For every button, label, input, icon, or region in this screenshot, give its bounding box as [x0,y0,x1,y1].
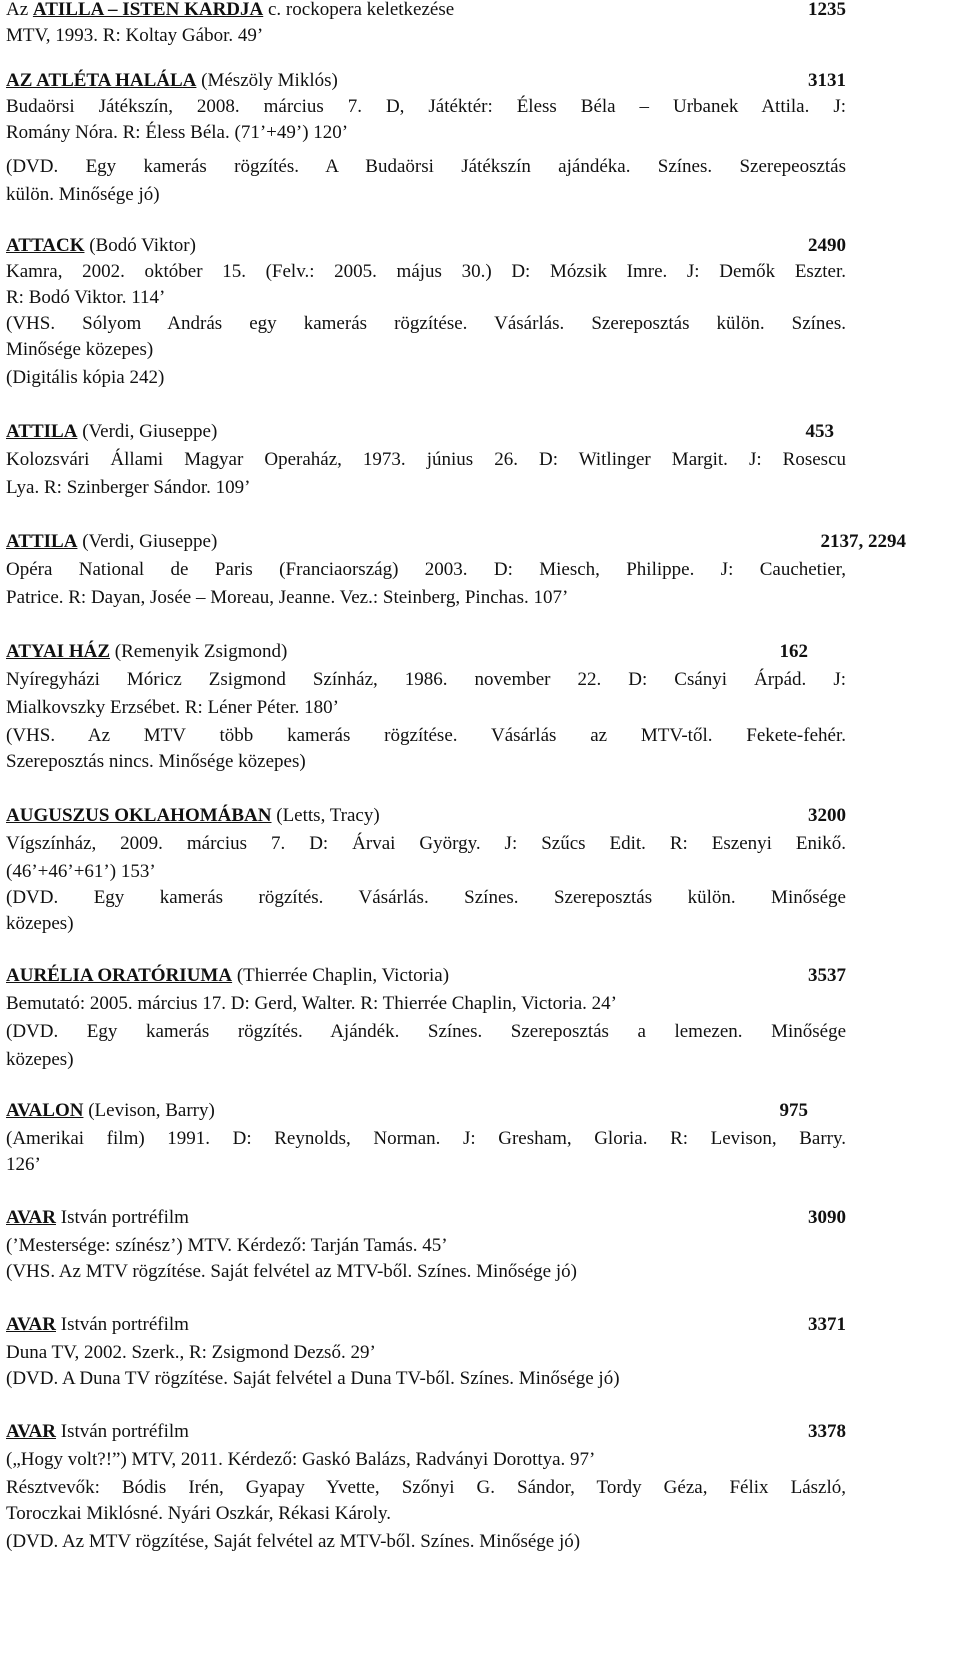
entry-detail-line: („Hogy volt?!”) MTV, 2011. Kérdező: Gaskó Balázs, Radványi Dorottya. 97’ [6,1449,596,1470]
entry-detail-line: (Digitális kópia 242) [6,367,165,388]
entry-detail-line: (DVD. Egy kamerás rögzítés. A Budaörsi Játékszín ajándéka. Színes. Szerepeosztás [6,156,846,177]
entry-author: (Verdi, Giuseppe) [77,421,218,442]
entry-author: (Levison, Barry) [83,1100,215,1121]
entry-detail-line: (VHS. Az MTV több kamerás rögzítése. Vásárlás az MTV-től. Fekete-fehér. [6,725,846,746]
entry-title: AVAR [6,1421,56,1442]
entry-detail-line: (Amerikai film) 1991. D: Reynolds, Norman. J: Gresham, Gloria. R: Levison, Barry. [6,1128,846,1149]
entry-heading [6,232,846,259]
entry-detail-line: R: Bodó Viktor. 114’ [6,287,166,308]
entry-title: ATTACK [6,235,85,256]
entry-detail-line: Patrice. R: Dayan, Josée – Moreau, Jeanne. Vez.: Steinberg, Pinchas. 107’ [6,587,569,608]
entry-heading [6,67,846,94]
catalog-number: 453 [805,421,834,442]
entry-detail-line: Duna TV, 2002. Szerk., R: Zsigmond Dezső. 29’ [6,1342,376,1363]
entry-heading [6,418,846,445]
catalog-number: 3371 [808,1314,846,1335]
entry-detail-line: Szereposztás nincs. Minősége közepes) [6,751,306,772]
entry-title: ATILLA – ISTEN KARDJA [32,0,264,20]
entry-author: István portréfilm [56,1207,189,1228]
entry-detail-line: (DVD. Egy kamerás rögzítés. Ajándék. Színes. Szereposztás a lemezen. Minősége [6,1021,846,1042]
entry-detail-line: Vígszínház, 2009. március 7. D: Árvai György. J: Szűcs Edit. R: Eszenyi Enikő. [6,833,846,854]
entry-title: AVAR [6,1207,56,1228]
entry-author: István portréfilm [56,1421,189,1442]
entry-heading [6,0,846,23]
entry-detail-line: (’Mestersége: színész’) MTV. Kérdező: Tarján Tamás. 45’ [6,1235,448,1256]
entry-author: (Thierrée Chaplin, Victoria) [232,965,450,986]
entry-title: AURÉLIA ORATÓRIUMA [6,965,233,986]
catalog-number: 3200 [808,805,846,826]
catalog-number: 162 [779,641,808,662]
entry-detail-line: Toroczkai Miklósné. Nyári Oszkár, Rékasi Károly. [6,1503,392,1524]
entry-detail-line: Lya. R: Szinberger Sándor. 109’ [6,477,251,498]
entry-title: AUGUSZUS OKLAHOMÁBAN [6,805,272,826]
entry-detail-line: Kamra, 2002. október 15. (Felv.: 2005. május 30.) D: Mózsik Imre. J: Demők Eszter. [6,261,846,282]
entry-detail-line: Bemutató: 2005. március 17. D: Gerd, Walter. R: Thierrée Chaplin, Victoria. 24’ [6,993,618,1014]
entry-heading [6,528,906,555]
entry-heading [6,1311,846,1338]
entry-heading [6,962,846,989]
entry-heading [6,638,846,665]
catalog-number: 3090 [808,1207,846,1228]
entry-author: (Mészöly Miklós) [196,70,338,91]
entry-author: (Letts, Tracy) [271,805,380,826]
entry-detail-line: Nyíregyházi Móricz Zsigmond Színház, 1986. november 22. D: Csányi Árpád. J: [6,669,846,690]
entry-author: c. rockopera keletkezése [263,0,455,20]
catalog-number: 2490 [808,235,846,256]
catalog-number: 3378 [808,1421,846,1442]
entry-author: István portréfilm [56,1314,189,1335]
entry-author: (Verdi, Giuseppe) [77,531,218,552]
entry-author: (Bodó Viktor) [84,235,196,256]
entry-detail-line: közepes) [6,1049,74,1070]
entry-detail-line: Opéra National de Paris (Franciaország) 2003. D: Miesch, Philippe. J: Cauchetier, [6,559,846,580]
entry-detail-line: közepes) [6,913,74,934]
catalog-number: 3537 [808,965,846,986]
entry-detail-line: MTV, 1993. R: Koltay Gábor. 49’ [6,25,264,46]
entry-detail-line: Budaörsi Játékszín, 2008. március 7. D, Játéktér: Éless Béla – Urbanek Attila. J: [6,96,846,117]
entry-detail-line: (DVD. A Duna TV rögzítése. Saját felvétel a Duna TV-ből. Színes. Minősége jó) [6,1368,620,1389]
entry-heading [6,1204,846,1231]
entry-detail-line: (VHS. Sólyom András egy kamerás rögzítése. Vásárlás. Szereposztás külön. Színes. [6,313,846,334]
catalog-number: 2137, 2294 [820,531,906,552]
catalog-number: 1235 [808,0,846,20]
entry-detail-line: Kolozsvári Állami Magyar Operaház, 1973. június 26. D: Witlinger Margit. J: Rosescu [6,449,846,470]
entry-detail-line: Minősége közepes) [6,339,154,360]
entry-title: AVAR [6,1314,56,1335]
heading-prefix: Az [6,0,33,20]
entry-heading [6,1097,846,1124]
entry-detail-line: Mialkovszky Erzsébet. R: Léner Péter. 180’ [6,697,339,718]
entry-detail-line: 126’ [6,1154,41,1175]
entry-title: ATTILA [6,421,78,442]
entry-detail-line: (46’+46’+61’) 153’ [6,861,156,882]
catalog-number: 975 [779,1100,808,1121]
entry-detail-line: (DVD. Az MTV rögzítése, Saját felvétel az MTV-ből. Színes. Minősége jó) [6,1531,581,1552]
entry-title: AVALON [6,1100,84,1121]
entry-detail-line: Résztvevők: Bódis Irén, Gyapay Yvette, Szőnyi G. Sándor, Tordy Géza, Félix László, [6,1477,846,1498]
entry-title: ATYAI HÁZ [6,641,110,662]
entry-title: ATTILA [6,531,78,552]
entry-title: AZ ATLÉTA HALÁLA [6,70,197,91]
entry-detail-line: külön. Minősége jó) [6,184,160,205]
entry-author: (Remenyik Zsigmond) [110,641,288,662]
catalog-number: 3131 [808,70,846,91]
entry-heading [6,802,846,829]
entry-detail-line: Romány Nóra. R: Éless Béla. (71’+49’) 120’ [6,122,349,143]
entry-detail-line: (DVD. Egy kamerás rögzítés. Vásárlás. Színes. Szereposztás külön. Minősége [6,887,846,908]
entry-heading [6,1418,846,1445]
entry-detail-line: (VHS. Az MTV rögzítése. Saját felvétel az MTV-ből. Színes. Minősége jó) [6,1261,577,1282]
